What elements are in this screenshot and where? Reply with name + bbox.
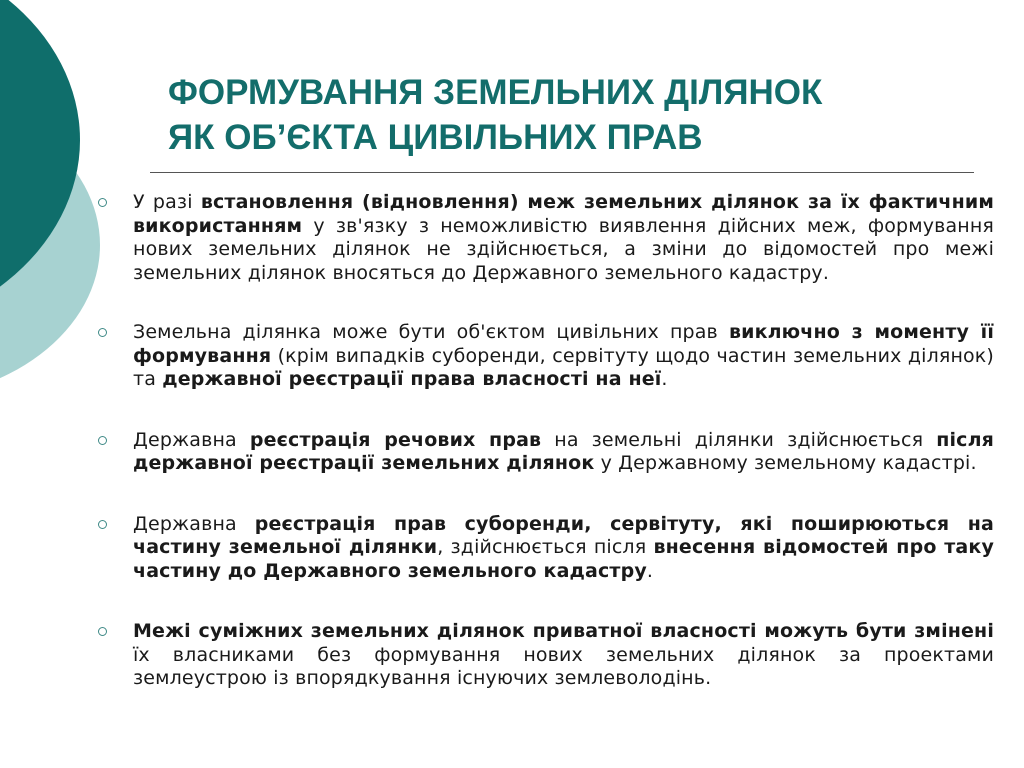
- bullet-text-segment: у зв'язку з неможливістю виявлення дійсних меж, формування нових земельних ділянок не здійснюється, а зміни до відомостей про межі земельних ділянок вносяться до Державного земельного кадастру.: [133, 214, 994, 284]
- bullet-text-segment-bold: виключно з моменту її формування: [133, 321, 994, 367]
- bullet-text-segment: .: [661, 368, 668, 390]
- bullet-text-segment: Державна: [133, 512, 255, 535]
- bullet-item-1: [96, 191, 994, 285]
- slide-title-line-2: ЯК ОБ’ЄКТА ЦИВІЛЬНИХ ПРАВ: [168, 118, 703, 157]
- slide-title: [168, 70, 988, 160]
- bullet-text: [133, 620, 994, 689]
- bullet-list: [96, 191, 994, 728]
- bullet-item-2: [96, 321, 994, 392]
- hollow-circle-bullet-icon: [98, 328, 107, 337]
- bullet-text: [133, 429, 994, 475]
- bullet-text-segment-bold: після державної реєстрації земельних ділянок: [133, 428, 995, 474]
- bullet-text-segment-bold: встановлення (відновлення) меж земельних ділянок за їх фактичним використанням: [133, 191, 994, 237]
- hollow-circle-bullet-icon: [98, 627, 107, 636]
- bullet-item-3: [96, 429, 994, 476]
- bullet-text-segment: у Державному земельному кадастрі.: [594, 452, 977, 474]
- bullet-text-segment-bold: Межі суміжних земельних ділянок приватної власності можуть бути змінені: [133, 620, 994, 642]
- bullet-text: [133, 191, 994, 284]
- bullet-text: [133, 321, 994, 390]
- bullet-text-segment: У разі: [133, 191, 201, 213]
- bullet-item-4: [96, 513, 994, 584]
- bullet-text-segment: їх власниками без формування нових земельних ділянок за проектами землеустрою із впорядкування існуючих землеволодінь.: [133, 643, 994, 689]
- bullet-text-segment: Земельна ділянка може бути об'єктом цивільних прав: [133, 321, 729, 343]
- bullet-text-segment-bold: державної реєстрації права власності на неї: [162, 368, 662, 390]
- bullet-text-segment-bold: внесення відомостей про таку частину до Державного земельного кадастру: [133, 536, 994, 582]
- bullet-text-segment: (крім випадків суборенди, сервітуту щодо частин земельних ділянок) та: [133, 344, 994, 390]
- bullet-text-segment: , здійснюється після: [437, 536, 654, 558]
- hollow-circle-bullet-icon: [98, 436, 107, 445]
- title-divider: [150, 172, 974, 173]
- hollow-circle-bullet-icon: [98, 520, 107, 529]
- bullet-text-segment-bold: реєстрація речових прав: [249, 428, 542, 451]
- bullet-item-5: [96, 620, 994, 691]
- bullet-text-segment: Державна: [133, 428, 250, 451]
- bullet-text-segment: на земельні ділянки здійснюється: [541, 428, 937, 451]
- bullet-text-segment-bold: реєстрація прав суборенди, сервітуту, які поширюються на частину земельної ділянки: [133, 512, 994, 558]
- bullet-text: [133, 513, 994, 582]
- hollow-circle-bullet-icon: [98, 198, 107, 207]
- bullet-text-segment: .: [646, 559, 654, 582]
- slide-title-line-1: ФОРМУВАННЯ ЗЕМЕЛЬНИХ ДІЛЯНОК: [168, 73, 823, 112]
